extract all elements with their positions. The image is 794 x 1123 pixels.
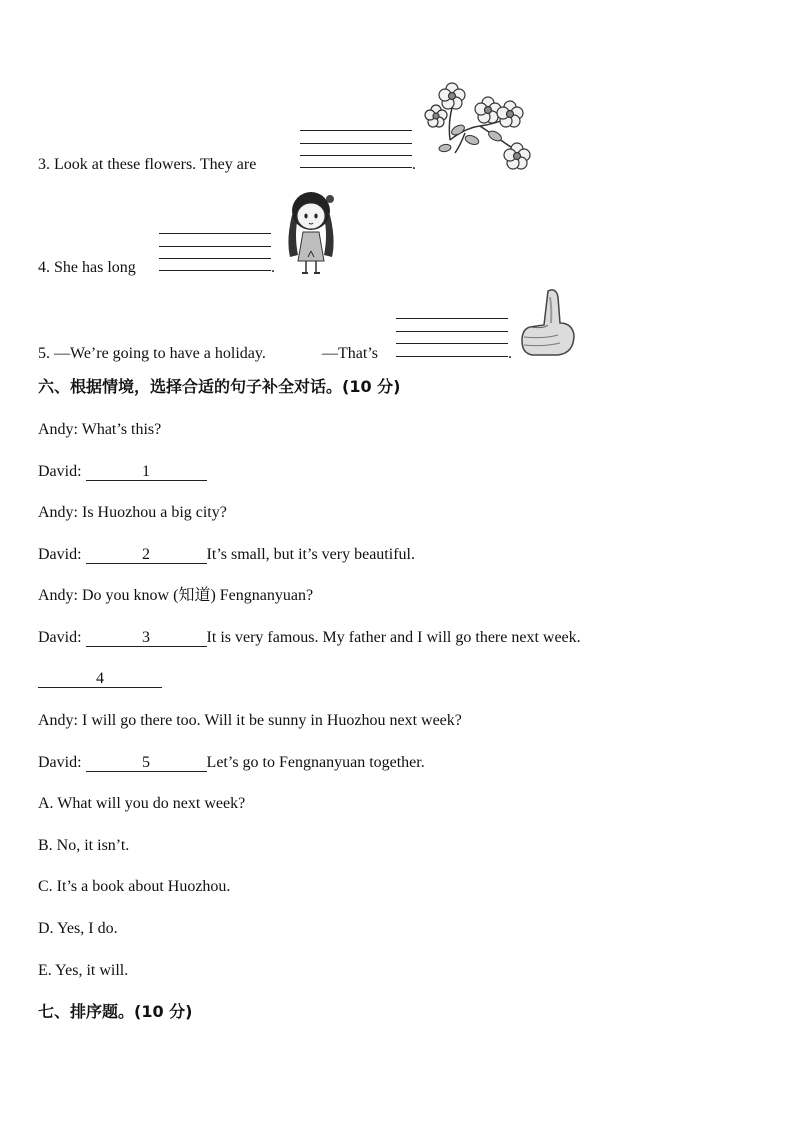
answer-line[interactable] (396, 356, 508, 357)
answer-blank[interactable]: 4 (38, 671, 162, 688)
answer-line[interactable] (159, 270, 271, 271)
answer-blank[interactable]: 5 (86, 755, 207, 772)
speaker-label: David: (38, 546, 82, 563)
answer-line[interactable] (159, 246, 271, 247)
question-number: 4. (38, 259, 50, 276)
speaker-label: Andy: (38, 421, 78, 438)
answer-line[interactable] (159, 258, 271, 259)
dialogue-text: What’s this? (81, 421, 162, 438)
answer-blank[interactable]: 3 (86, 630, 207, 647)
question-3 (38, 156, 256, 174)
option-c: C. It’s a book about Huozhou. (38, 878, 231, 895)
question-number: 5. (38, 345, 50, 362)
option-e: E. Yes, it will. (38, 962, 129, 979)
dialogue-text: Is Huozhou a big city? (82, 504, 227, 521)
question-text: Look at these flowers. They are (54, 156, 257, 173)
speaker-label: Andy: (38, 504, 78, 521)
dialogue-text: Do you know (知道) Fengnanyuan? (82, 587, 314, 604)
question-period: . (508, 345, 512, 362)
option-b: B. No, it isn’t. (38, 837, 130, 854)
answer-line[interactable] (300, 167, 412, 168)
dialogue-line (38, 587, 313, 605)
answer-line[interactable] (300, 155, 412, 156)
answer-line[interactable] (396, 318, 508, 319)
dialogue-text: It’s small, but it’s very beautiful. (206, 546, 415, 563)
dialogue-line (38, 421, 161, 439)
thumbs-up-image (514, 285, 578, 360)
question-text: She has long (54, 259, 136, 276)
answer-line[interactable] (300, 143, 412, 144)
question-4 (38, 259, 136, 277)
speaker-label: David: (38, 629, 82, 646)
option-a: A. What will you do next week? (38, 795, 246, 812)
answer-blank[interactable]: 2 (86, 547, 207, 564)
answer-line[interactable] (396, 331, 508, 332)
speaker-label: Andy: (38, 587, 78, 604)
section-7-title: 七、排序题。(10 分) (38, 1002, 193, 1021)
section-6-title: 六、根据情境，选择合适的句子补全对话。(10 分) (38, 377, 401, 396)
dialogue-line (38, 712, 462, 730)
speaker-label: David: (38, 463, 82, 480)
dialogue-text: Let’s go to Fengnanyuan together. (206, 754, 425, 771)
dialogue-line (38, 463, 207, 481)
dialogue-line (38, 504, 227, 522)
dialogue-text: I will go there too. Will it be sunny in Huozhou next week? (82, 712, 462, 729)
dialogue-line (38, 670, 162, 688)
dialogue-line (38, 546, 415, 564)
flowers-image (420, 78, 535, 173)
answer-line[interactable] (159, 233, 271, 234)
speaker-label: David: (38, 754, 82, 771)
question-5 (38, 345, 266, 363)
question-text: —We’re going to have a holiday. (54, 345, 266, 362)
girl-image (282, 185, 340, 277)
answer-blank[interactable]: 1 (86, 464, 207, 481)
option-d: D. Yes, I do. (38, 920, 118, 937)
dialogue-line (38, 629, 581, 647)
speaker-label: Andy: (38, 712, 78, 729)
answer-line[interactable] (396, 343, 508, 344)
dialogue-line (38, 754, 425, 772)
question-period: . (412, 156, 416, 173)
dialogue-text: It is very famous. My father and I will go there next week. (206, 629, 581, 646)
question-number: 3. (38, 156, 50, 173)
question-reply: —That’s (322, 345, 378, 362)
question-period: . (271, 259, 275, 276)
answer-line[interactable] (300, 130, 412, 131)
